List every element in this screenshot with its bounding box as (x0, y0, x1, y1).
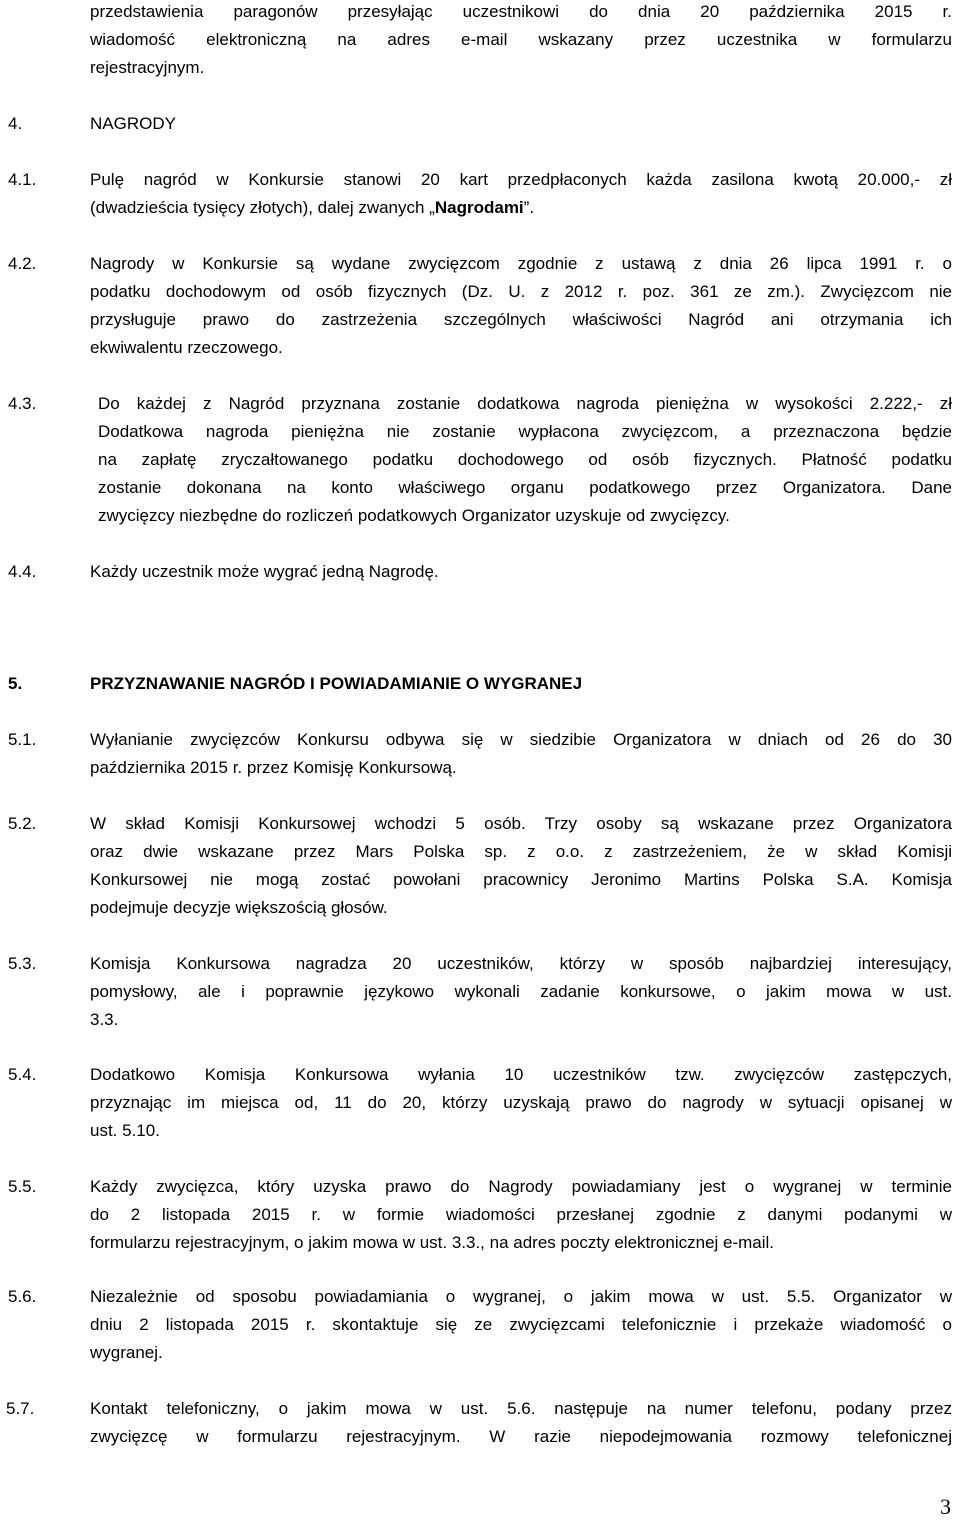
text-line: 3.3. (90, 1010, 119, 1029)
text-line: wiadomość elektroniczną na adres e-mail wskazany przez uczestnika w formularzu (90, 30, 952, 49)
clause-number: 5.7. (6, 1399, 35, 1418)
text-line: zwycięzcy niezbędne do rozliczeń podatkowych Organizator uzyskuje od zwycięzcy. (98, 506, 730, 525)
defined-term: Nagrodami (434, 198, 524, 217)
text-line: przysługuje prawo do zastrzeżenia szczególnych właściwości Nagród ani otrzymania ich (90, 310, 952, 329)
text-fragment: (dwadzieścia tysięcy złotych), dalej zwanych „ (90, 198, 435, 217)
text-line: pomysłowy, ale i poprawnie językowo wykonali zadanie konkursowe, o jakim mowa w ust. (90, 982, 952, 1001)
page-number: 3 (940, 1494, 951, 1519)
text-line: Wyłanianie zwycięzców Konkursu odbywa się w siedzibie Organizatora w dniach od 26 do 30 (90, 730, 952, 749)
text-line: podejmuje decyzje większością głosów. (90, 898, 388, 917)
text-line: Dodatkowa nagroda pieniężna nie zostanie wypłacona zwycięzcom, a przeznaczona będzie (98, 422, 952, 441)
text-line: do 2 listopada 2015 r. w formie wiadomości przesłanej zgodnie z danymi podanymi w (90, 1205, 952, 1224)
clause-number: 4.3. (8, 394, 37, 413)
clause-number: 4.2. (8, 254, 37, 273)
text-line: wygranej. (90, 1343, 163, 1362)
text-line: na zapłatę zryczałtowanego podatku dochodowego od osób fizycznych. Płatność podatku (98, 450, 952, 469)
text-line: Do każdej z Nagród przyznana zostanie dodatkowa nagroda pieniężna w wysokości 2.222,- zł (98, 394, 952, 413)
text-line: zostanie dokonana na konto właściwego organu podatkowego przez Organizatora. Dane (98, 478, 952, 497)
text-line: rejestracyjnym. (90, 58, 205, 77)
section-title: PRZYZNAWANIE NAGRÓD I POWIADAMIANIE O WYGRANEJ (90, 674, 583, 693)
text-line: oraz dwie wskazane przez Mars Polska sp. z o.o. z zastrzeżeniem, że w skład Komisji (90, 842, 952, 861)
section-number: 4. (8, 114, 23, 133)
clause-number: 4.1. (8, 170, 37, 189)
text-line: przedstawienia paragonów przesyłając uczestnikowi do dnia 20 października 2015 r. (90, 2, 952, 21)
clause-number: 5.2. (8, 814, 37, 833)
text-line: zwycięzcę w formularzu rejestracyjnym. W razie niepodejmowania rozmowy telefonicznej (90, 1427, 952, 1446)
clause-number: 5.6. (8, 1287, 37, 1306)
clause-number: 4.4. (8, 562, 37, 581)
text-line: Nagrody w Konkursie są wydane zwycięzcom zgodnie z ustawą z dnia 26 lipca 1991 r. o (90, 254, 952, 273)
clause-number: 5.1. (8, 730, 37, 749)
text-line: podatku dochodowym od osób fizycznych (Dz. U. z 2012 r. poz. 361 ze zm.). Zwycięzcom nie (90, 282, 952, 301)
section-title: NAGRODY (90, 114, 176, 133)
text-line: formularzu rejestracyjnym, o jakim mowa w ust. 3.3., na adres poczty elektronicznej e-mail. (90, 1233, 775, 1252)
text-line: ust. 5.10. (90, 1121, 160, 1140)
text-fragment: ”. (523, 198, 535, 217)
text-line: Komisja Konkursowa nagradza 20 uczestników, którzy w sposób najbardziej interesujący, (90, 954, 952, 973)
clause-number: 5.3. (8, 954, 37, 973)
text-line: października 2015 r. przez Komisję Konkursową. (90, 758, 457, 777)
text-line: Dodatkowo Komisja Konkursowa wyłania 10 uczestników tzw. zwycięzców zastępczych, (90, 1065, 952, 1084)
text-line: Niezależnie od sposobu powiadamiania o wygranej, o jakim mowa w ust. 5.5. Organizator w (90, 1287, 952, 1306)
clause-number: 5.4. (8, 1065, 37, 1084)
text-line: W skład Komisji Konkursowej wchodzi 5 osób. Trzy osoby są wskazane przez Organizatora (90, 814, 952, 833)
text-line: dniu 2 listopada 2015 r. skontaktuje się ze zwycięzcami telefonicznie i przekaże wiadomość o (90, 1315, 952, 1334)
clause-number: 5.5. (8, 1177, 37, 1196)
text-line: ekwiwalentu rzeczowego. (90, 338, 283, 357)
text-line: Każdy uczestnik może wygrać jedną Nagrodę. (90, 562, 439, 581)
text-line: Pulę nagród w Konkursie stanowi 20 kart przedpłaconych każda zasilona kwotą 20.000,- zł (90, 170, 952, 189)
text-line (90, 198, 534, 218)
text-line: przyznając im miejsca od, 11 do 20, którzy uzyskają prawo do nagrody w sytuacji opisanej w (90, 1093, 952, 1112)
text-line: Konkursowej nie mogą zostać powołani pracownicy Jeronimo Martins Polska S.A. Komisja (90, 870, 952, 889)
text-line: Kontakt telefoniczny, o jakim mowa w ust. 5.6. następuje na numer telefonu, podany przez (90, 1399, 952, 1418)
text-line: Każdy zwycięzca, który uzyska prawo do Nagrody powiadamiany jest o wygranej w terminie (90, 1177, 952, 1196)
section-number: 5. (8, 674, 23, 693)
